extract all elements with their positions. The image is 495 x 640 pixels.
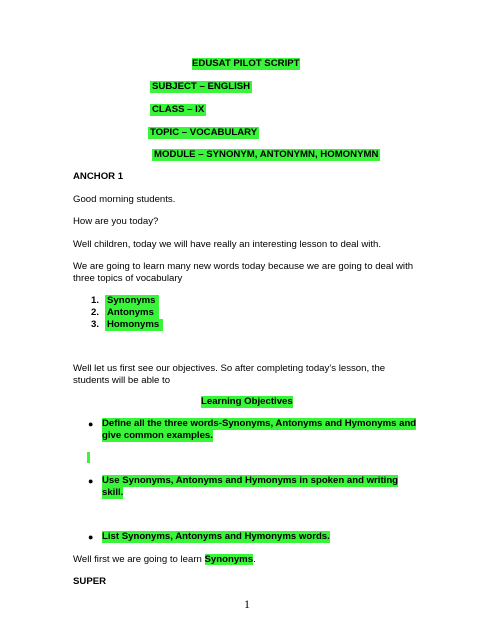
list-number: 1. <box>91 295 100 306</box>
objective-line: give common examples. <box>102 430 213 441</box>
objective-line: Use Synonyms, Antonyms and Hymonyms in spoken and writing <box>102 475 399 486</box>
greeting-text: Good morning students. <box>73 194 176 205</box>
class-line: CLASS – IX <box>152 104 205 115</box>
objectives-heading: Learning Objectives <box>201 396 293 407</box>
synonyms-intro-text <box>73 554 256 566</box>
paragraph-line: Well let us first see our objectives. So after completing today’s lesson, the <box>73 363 386 374</box>
objective-line: Define all the three words-Synonyms, Antonyms and Hymonyms and <box>102 418 417 429</box>
list-item-antonyms: Antonyms <box>105 307 159 319</box>
objective-line: List Synonyms, Antonyms and Hymonyms words. <box>102 531 330 542</box>
bullet-icon: ● <box>88 419 94 429</box>
intro-text: Well children, today we will have really an interesting lesson to deal with. <box>73 239 382 250</box>
bullet-icon: ● <box>88 476 94 486</box>
list-number: 2. <box>91 307 100 318</box>
objective-line: skill. <box>102 487 124 498</box>
paragraph-line: We are going to learn many new words today because we are going to deal with <box>73 261 414 272</box>
subject-line: SUBJECT – ENGLISH <box>152 81 251 92</box>
question-text: How are you today? <box>73 216 159 227</box>
anchor-heading: ANCHOR 1 <box>73 171 124 182</box>
text-suffix: . <box>253 554 256 565</box>
page-number: 1 <box>244 597 250 611</box>
list-number: 3. <box>91 319 100 330</box>
synonyms-highlight: Synonyms <box>204 554 254 565</box>
paragraph-line: three topics of vocabulary <box>73 273 183 284</box>
bullet-icon: ● <box>88 532 94 542</box>
topic-line: TOPIC – VOCABULARY <box>150 127 258 138</box>
highlight-mark <box>87 452 90 463</box>
list-item-synonyms: Synonyms <box>105 295 159 307</box>
list-item-homonyms: Homonyms <box>105 319 163 331</box>
module-line: MODULE – SYNONYM, ANTONYMN, HOMONYMN <box>154 149 379 160</box>
paragraph-line: students will be able to <box>73 375 171 386</box>
text-prefix: Well first we are going to learn <box>73 554 205 565</box>
script-title: EDUSAT PILOT SCRIPT <box>192 58 300 69</box>
super-heading: SUPER <box>73 576 107 587</box>
